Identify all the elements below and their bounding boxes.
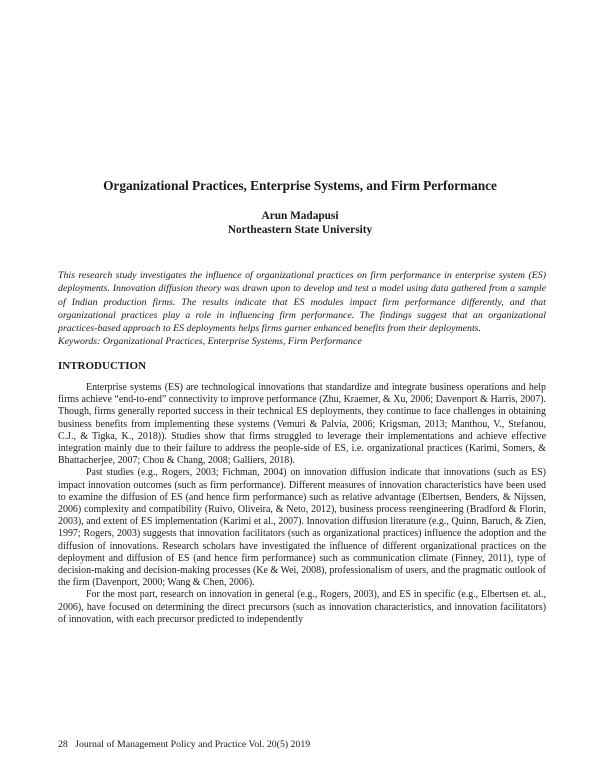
page-footer — [58, 739, 310, 750]
page-number: 28 — [58, 739, 68, 750]
journal-citation: Journal of Management Policy and Practice Vol. 20(5) 2019 — [75, 739, 311, 750]
abstract: This research study investigates the influence of organizational practices on firm performance in enterprise system (ES) deployments. Innovation diffusion theory was drawn upon to develop and test a model using data gathered from a sample of Indian production firms. The results indicate that ES modules impact firm performance differently, and that organizational practices play a role in influencing firm performance. The findings suggest that an organizational practices-based approach to ES deployments helps firms garner enhanced benefits from their deployments. — [58, 270, 546, 335]
body-paragraph: Enterprise systems (ES) are technological innovations that standardize and integrate business operations and help firms achieve “end-to-end” connectivity to improve performance (Zhu, Kraemer, & Xu, 2006; Davenport & Harris, 2007). Though, firms generally reported success in their technical ES deployments, they continue to face challenges in obtaining business benefits from implementing these systems (Vemuri & Palvia, 2006; Krigsman, 2013; Manthou, V., Stefanou, C.J., & Tigka, K., 2018)). Studies show that firms struggled to leverage their implementations and achieve effective integration mainly due to their failure to address the people-side of ES, i.e. organizational practices (Karimi, Somers, & Bhattacherjee, 2007; Chou & Chang, 2008; Galliers, 2018). — [58, 382, 546, 467]
body-text — [58, 382, 546, 626]
body-paragraph: For the most part, research on innovation in general (e.g., Rogers, 2003), and ES in specific (e.g., Elbertsen et. al., 2006), have focused on determining the direct precursors (such as innovation characteristics, and innovation facilitators) of innovation, with each precursor predicted to independently — [58, 589, 546, 625]
section-heading: INTRODUCTION — [58, 360, 147, 372]
keywords: Keywords: Organizational Practices, Enterprise Systems, Firm Performance — [58, 336, 362, 347]
body-paragraph: Past studies (e.g., Rogers, 2003; Fichman, 2004) on innovation diffusion indicate that innovations (such as ES) impact innovation outcomes (such as firm performance). Different measures of innovation characteristics have been used to examine the diffusion of ES (and hence firm performance) such as relative advantage (Elbertsen, Benders, & Nijssen, 2006) complexity and compatibility (Ruivo, Oliveira, & Neto, 2012), business process reengineering (Bradford & Florin, 2003), and extent of ES implementation (Karimi et al., 2007). Innovation diffusion literature (e.g., Quinn, Baruch, & Zien, 1997; Rogers, 2003) suggests that innovation facilitators (such as organizational practices) influence the adoption and the diffusion of innovations. Research scholars have investigated the influence of different organizational practices on the deployment and diffusion of ES (and hence firm performance) such as communication climate (Finney, 2011), type of decision-making and decision-making processes (Ke & Wei, 2008), professionalism of users, and the pragmatic outlook of the firm (Davenport, 2000; Wang & Chen, 2006). — [58, 467, 546, 589]
paper-title: Organizational Practices, Enterprise Systems, and Firm Performance — [103, 178, 497, 193]
author-name: Arun Madapusi — [261, 210, 339, 222]
author-affiliation: Northeastern State University — [227, 224, 373, 236]
